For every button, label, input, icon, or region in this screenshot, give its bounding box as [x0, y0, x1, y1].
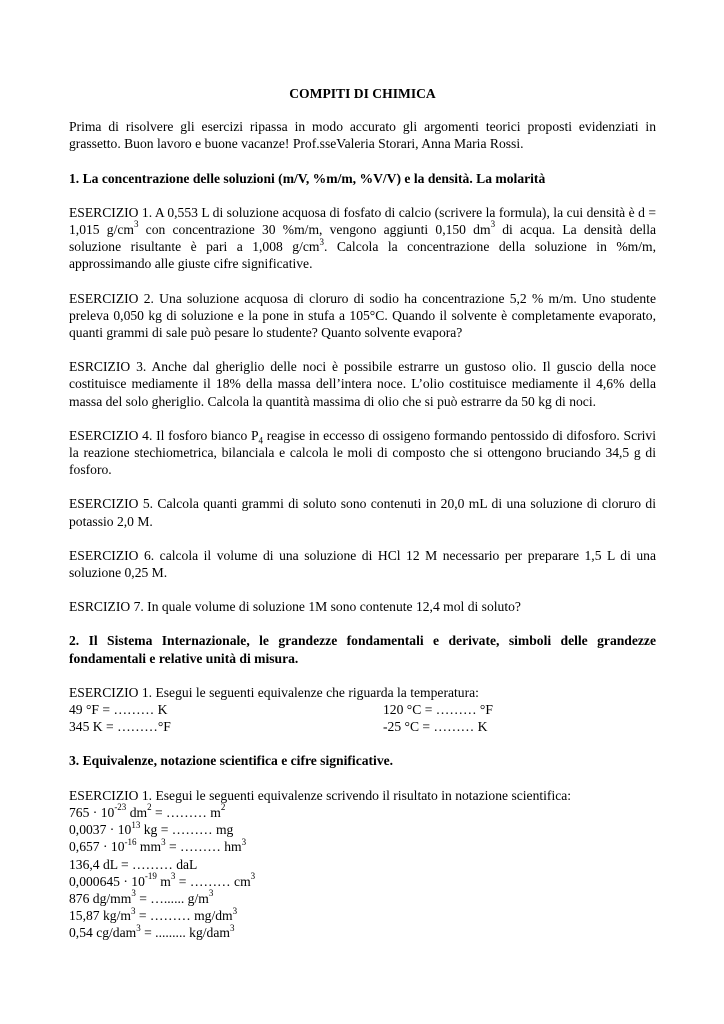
exercise-3-1	[69, 787, 656, 942]
equivalence-line: $0,0037 \cdot 10^{13}$ kg = ……… mg	[69, 819, 234, 838]
exercise-1-4: ESERCIZIO 4. Il fosforo bianco $P_4$ reagise in eccesso di ossigeno formando pentossido di difosforo. Scrivi la reazione stechiometrica, bilanciala e calcola le moli di composto che si ottengono bruciando 34,5 g di fosforo.	[69, 427, 656, 478]
equivalence-line: 0,54 cg/dam$^3$ = ......... kg/dam$^3$	[69, 922, 235, 941]
equivalence-line: $765 \cdot 10^{-23}$ $dm^2$ = ……… $m^2$	[69, 802, 226, 820]
equivalence-line: $0,657 \cdot 10^{-16}$ $mm^3$ = ……… $hm^3$	[69, 836, 247, 855]
equivalence-cell: 120 °C = ……… °F	[383, 702, 493, 718]
exercise-1-1: ESERCIZIO 1. A 0,553 L di soluzione acquosa di fosfato di calcio (scrivere la formula), la cui densità è d = 1,015 $g/cm^3$ con concentrazione 30 %m/m, vengono aggiunti 0,150 $dm^3$ di acqua. La densità della soluzione risultante è pari a 1,008 $g/cm^3$. Calcola la concentrazione della soluzione in %m/m, approssimando alle giuste cifre significative.	[69, 204, 656, 272]
exercise-2-1-intro: ESERCIZIO 1. Esegui le seguenti equivalenze che riguarda la temperatura:	[69, 684, 479, 700]
section-1-heading: 1. La concentrazione delle soluzioni (m/V, %m/m, %V/V) e la densità. La molarità	[69, 170, 546, 186]
exercise-3-1-intro: ESERCIZIO 1. Esegui le seguenti equivalenze scrivendo il risultato in notazione scientifica:	[69, 787, 572, 803]
exercise-1-5: ESERCIZIO 5. Calcola quanti grammi di soluto sono contenuti in 20,0 mL di una soluzione di cloruro di potassio 2,0 M.	[69, 496, 656, 529]
exercise-1-7: ESRCIZIO 7. In quale volume di soluzione 1M sono contenute 12,4 mol di soluto?	[69, 599, 521, 615]
equivalence-line: 15,87 $kg/m^3$ = ……… $mg/dm^3$	[69, 905, 238, 924]
intro-paragraph: Prima di risolvere gli esercizi ripassa in modo accurato gli argomenti teorici proposti evidenziati in grassetto. Buon lavoro e buone vacanze! Prof.sseValeria Storari, Anna Maria Rossi.	[69, 119, 656, 152]
page-title: COMPITI DI CHIMICA	[289, 86, 436, 101]
equivalence-line: $0,000645 \cdot 10^{-19}$ $m^3$ = ……… $cm^3$	[69, 871, 256, 889]
exercise-2-1	[69, 684, 656, 736]
exercise-1-2: ESERCIZIO 2. Una soluzione acquosa di cloruro di sodio ha concentrazione 5,2 % m/m. Uno studente preleva 0,050 kg di soluzione e la pone in stufa a 105°C. Quando il solvente è completamente evaporato, quanti grammi di sale può pesare lo studente? Quanto solvente evapora?	[69, 290, 656, 341]
equivalence-row	[69, 718, 656, 735]
exercise-1-6: ESERCIZIO 6. calcola il volume di una soluzione di HCl 12 M necessario per preparare 1,5 L di una soluzione 0,25 M.	[69, 547, 656, 581]
section-3-heading: 3. Equivalenze, notazione scientifica e cifre significative.	[69, 753, 394, 769]
equivalence-cell: -25 °C = ……… K	[383, 719, 488, 735]
equivalence-cell: 49 °F = ……… K	[69, 702, 168, 718]
exercise-1-3: ESRCIZIO 3. Anche dal gheriglio delle noci è possibile estrarre un gustoso olio. Il guscio della noce costituisce mediamente il 18% della massa dell’intera noce. L’olio costituisce mediamente il 4,6% della massa del solo gheriglio. Calcola la quantità massima di olio che si può estrarre da 50 kg di noci.	[69, 359, 656, 409]
equivalence-row	[69, 701, 656, 718]
section-2-heading: 2. Il Sistema Internazionale, le grandezze fondamentali e derivate, simboli delle grandezze fondamentali e relative unità di misura.	[69, 633, 656, 666]
equivalence-line: 136,4 dL = ……… daL	[69, 856, 198, 872]
equivalence-line: 876 $dg/mm^3$ = …...... $g/m^3$	[69, 888, 214, 906]
equivalence-cell: 345 K = ………°F	[69, 719, 171, 735]
document-page	[69, 85, 656, 942]
